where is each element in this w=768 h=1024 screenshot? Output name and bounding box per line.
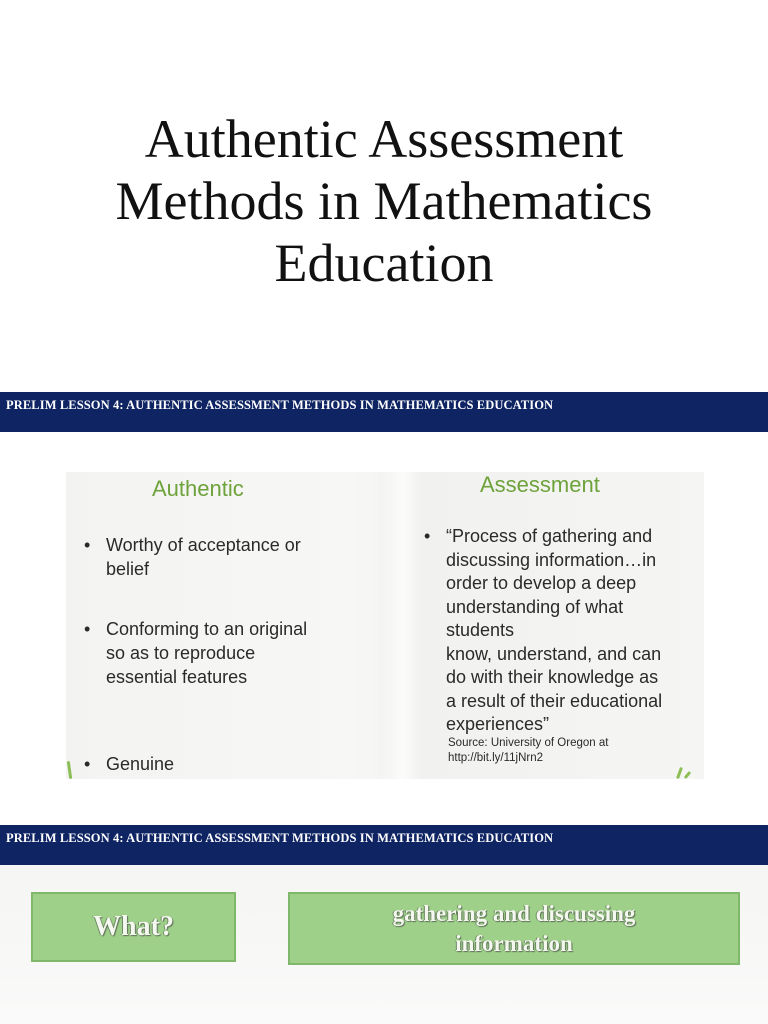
panel-divider (382, 472, 422, 779)
authentic-bullet-1 (84, 533, 346, 581)
bullet-text: Worthy of acceptance or belief (106, 535, 301, 579)
title-line-3: Education (274, 233, 494, 293)
quote-line: students (446, 620, 515, 640)
quote-line: understanding of what (446, 596, 624, 617)
answer-line-1: gathering and discussing (392, 901, 636, 926)
what-question-box: What? (31, 892, 236, 962)
title-slide (0, 0, 768, 390)
what-answer-box (288, 892, 740, 965)
what-slide (0, 865, 768, 1024)
title-line-2: Methods in Mathematics (115, 171, 653, 231)
quote-line: discussing information…in (446, 549, 657, 570)
grass-decoration (684, 771, 691, 779)
bullet-icon: • (84, 754, 91, 774)
bullet-text: Conforming to an original so as to reproduce essential features (106, 619, 308, 687)
authentic-bullet-2 (84, 617, 326, 689)
quote-line: “Process of gathering and (446, 526, 653, 546)
quote-line: do with their knowledge as (446, 667, 659, 687)
definitions-panel (66, 472, 704, 779)
assessment-quote (424, 525, 696, 737)
page-title (40, 108, 728, 294)
assessment-heading: Assessment (480, 472, 600, 497)
bullet-icon: • (84, 619, 91, 639)
source-citation (448, 736, 688, 766)
quote-line: a result of their educational (446, 690, 663, 711)
lesson-banner-1: PRELIM LESSON 4: AUTHENTIC ASSESSMENT METHODS IN MATHEMATICS EDUCATION (0, 392, 768, 432)
definitions-slide (0, 432, 768, 825)
grass-decoration (67, 761, 72, 779)
bullet-text: Genuine (106, 754, 175, 774)
source-link[interactable]: http://bit.ly/11jNrn2 (448, 752, 544, 764)
title-line-1: Authentic Assessment (144, 109, 624, 169)
quote-line: know, understand, and can (446, 643, 662, 664)
answer-line-2: information (455, 931, 573, 956)
quote-line: experiences” (446, 714, 550, 734)
authentic-heading: Authentic (152, 476, 244, 501)
bullet-icon: • (84, 535, 91, 555)
bullet-icon: • (424, 526, 431, 546)
grass-decoration (676, 767, 683, 779)
quote-line: order to develop a deep (446, 573, 637, 593)
authentic-bullet-3 (84, 752, 326, 776)
lesson-banner-2: PRELIM LESSON 4: AUTHENTIC ASSESSMENT METHODS IN MATHEMATICS EDUCATION (0, 825, 768, 865)
source-line-1: Source: University of Oregon at (448, 737, 609, 749)
